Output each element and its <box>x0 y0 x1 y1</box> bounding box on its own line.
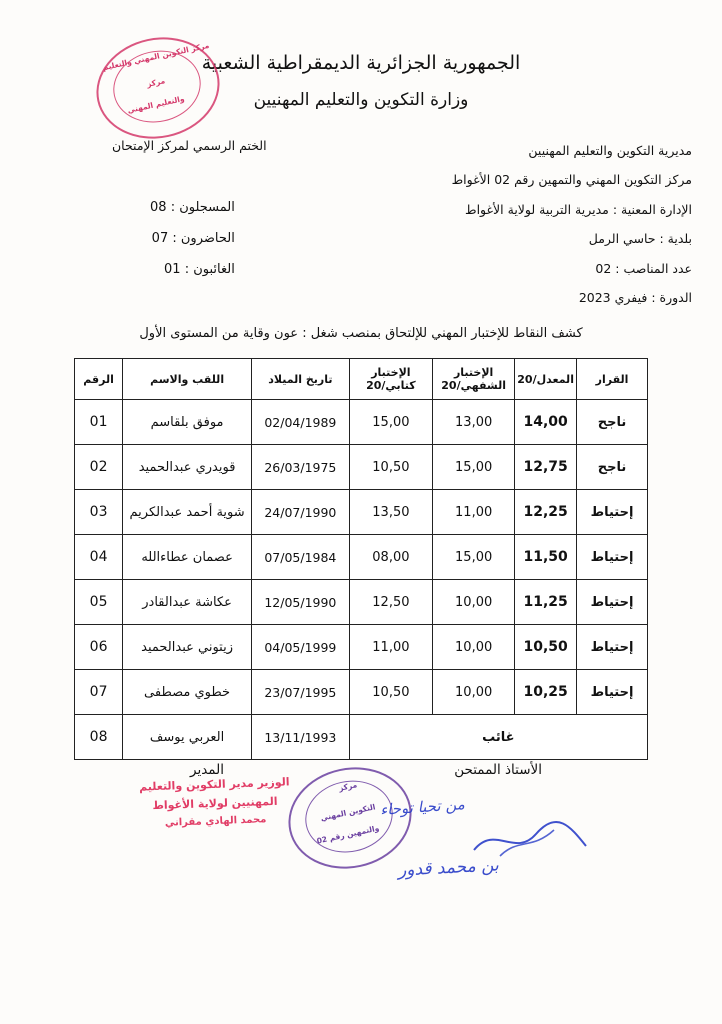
cell-number: 08 <box>75 715 123 760</box>
count-registered <box>150 192 235 223</box>
cell-oral: 10,00 <box>433 625 515 670</box>
cell-oral: 15,00 <box>433 445 515 490</box>
cell-written: 15,00 <box>349 400 432 445</box>
cell-average: 12,75 <box>515 445 577 490</box>
cell-oral: 10,00 <box>433 670 515 715</box>
cell-number: 06 <box>75 625 123 670</box>
table-row <box>75 580 648 625</box>
cell-decision: إحتياط <box>577 625 648 670</box>
info-session: الدورة : فيفري 2023 <box>578 289 692 305</box>
cell-oral: 13,00 <box>433 400 515 445</box>
cell-average: 11,50 <box>515 535 577 580</box>
cell-oral: 11,00 <box>433 490 515 535</box>
column-header-number: الرقم <box>75 359 123 400</box>
table-row-absent <box>75 715 648 760</box>
director-stamp-line1: الوزير مدير التكوين والتعليم <box>138 775 290 794</box>
cell-average: 11,25 <box>515 580 577 625</box>
cell-number: 02 <box>75 445 123 490</box>
count-present-label: الحاضرون : <box>172 231 235 247</box>
examiner-signature-label: الأستاذ الممتحن <box>454 762 542 778</box>
center-stamp-line2: التكوين المهني <box>319 802 377 823</box>
cell-absent-note: غائب <box>349 715 647 760</box>
info-municipality: بلدية : حاسي الرمل <box>588 231 692 247</box>
subtitle-text: كشف النقاط للإختبار المهني للإلتحاق بمنصب شغل : <box>302 326 583 341</box>
cell-decision: ناجح <box>577 400 648 445</box>
cell-birth: 24/07/1990 <box>252 490 350 535</box>
document-subtitle <box>0 326 722 341</box>
cell-decision: ناجح <box>577 445 648 490</box>
cell-name: عصمان عطاءالله <box>123 535 252 580</box>
cell-written: 08,00 <box>349 535 432 580</box>
table-row <box>75 670 648 715</box>
info-center: مركز التكوين المهني والتمهين رقم 02 الأغواط <box>451 172 692 188</box>
cell-decision: إحتياط <box>577 670 648 715</box>
cell-number: 01 <box>75 400 123 445</box>
info-directorate: مديرية التكوين والتعليم المهنيين <box>528 143 692 158</box>
signature-flourish-icon <box>470 820 590 860</box>
stamp-caption: الختم الرسمي لمركز الإمتحان <box>112 138 267 153</box>
info-posts-count: عدد المناصب : 02 <box>595 260 692 276</box>
count-registered-label: المسجلون : <box>170 200 235 215</box>
cell-birth: 12/05/1990 <box>252 580 350 625</box>
cell-name: خطوي مصطفى <box>123 670 252 715</box>
count-present <box>150 223 235 254</box>
column-header-average: المعدل/20 <box>515 359 577 400</box>
table-row <box>75 535 648 580</box>
cell-average: 10,50 <box>515 625 577 670</box>
subtitle-post: عون وقاية من المستوى الأول <box>139 326 299 341</box>
table-row <box>75 625 648 670</box>
cell-written: 10,50 <box>349 445 432 490</box>
count-absent <box>150 254 235 285</box>
cell-birth: 04/05/1999 <box>252 625 350 670</box>
director-stamp-line2: المهنيين لولاية الأغواط <box>152 794 278 812</box>
cell-decision: إحتياط <box>577 535 648 580</box>
cell-number: 07 <box>75 670 123 715</box>
cell-birth: 13/11/1993 <box>252 715 350 760</box>
cell-birth: 23/07/1995 <box>252 670 350 715</box>
cell-written: 13,50 <box>349 490 432 535</box>
cell-birth: 26/03/1975 <box>252 445 350 490</box>
cell-oral: 10,00 <box>433 580 515 625</box>
cell-written: 12,50 <box>349 580 432 625</box>
table-row <box>75 400 648 445</box>
stamp-top-line3: والتعليم المهني <box>126 94 186 115</box>
director-signature-label: المدير <box>190 762 224 778</box>
document-header <box>0 0 722 110</box>
cell-name: شوية أحمد عبدالكريم <box>123 490 252 535</box>
candidate-counts <box>150 192 235 286</box>
cell-name: زيتوني عبدالحميد <box>123 625 252 670</box>
cell-birth: 07/05/1984 <box>252 535 350 580</box>
column-header-birth: تاريخ الميلاد <box>252 359 350 400</box>
cell-oral: 15,00 <box>433 535 515 580</box>
info-concerned-admin: الإدارة المعنية : مديرية التربية لولاية الأغواط <box>465 201 692 217</box>
cell-average: 10,25 <box>515 670 577 715</box>
cell-number: 03 <box>75 490 123 535</box>
administration-info <box>452 136 692 312</box>
table-header-row <box>75 359 648 400</box>
center-stamp-line3: والتمهين رقم 02 <box>315 823 381 846</box>
table-row <box>75 445 648 490</box>
count-absent-value: 01 <box>164 262 181 278</box>
ministry-title: وزارة التكوين والتعليم المهنيين <box>253 90 469 110</box>
cell-written: 11,00 <box>349 625 432 670</box>
cell-number: 05 <box>75 580 123 625</box>
column-header-written: الإختبار كتابي/20 <box>349 359 432 400</box>
table-row <box>75 490 648 535</box>
handwritten-signature-line2: بن محمد قدور <box>397 855 500 881</box>
results-table <box>74 358 648 760</box>
stamp-top-line1: مركز التكوين المهني والتعليم <box>101 40 211 73</box>
cell-name: عكاشة عبدالقادر <box>123 580 252 625</box>
stamp-top-line2: مركز <box>146 76 166 89</box>
republic-title: الجمهورية الجزائرية الديمقراطية الشعبية <box>201 52 521 74</box>
cell-number: 04 <box>75 535 123 580</box>
cell-name: موفق بلقاسم <box>123 400 252 445</box>
cell-average: 12,25 <box>515 490 577 535</box>
handwritten-signature-line1: من تحيا توحاء <box>379 795 466 819</box>
column-header-decision: القرار <box>577 359 648 400</box>
column-header-oral: الإختبار الشفهي/20 <box>433 359 515 400</box>
cell-birth: 02/04/1989 <box>252 400 350 445</box>
count-registered-value: 08 <box>150 200 167 215</box>
cell-average: 14,00 <box>515 400 577 445</box>
column-header-name: اللقب والاسم <box>123 359 252 400</box>
document-footer <box>0 762 722 1022</box>
cell-written: 10,50 <box>349 670 432 715</box>
cell-decision: إحتياط <box>577 490 648 535</box>
cell-name: العربي يوسف <box>123 715 252 760</box>
director-stamp-text <box>99 772 331 834</box>
center-stamp-line1: مركز <box>338 780 358 793</box>
director-stamp-line3: محمد الهادي مقراني <box>164 814 267 830</box>
count-present-value: 07 <box>151 231 169 247</box>
count-absent-label: الغائبون : <box>184 262 235 278</box>
cell-name: قويدري عبدالحميد <box>123 445 252 490</box>
cell-decision: إحتياط <box>577 580 648 625</box>
